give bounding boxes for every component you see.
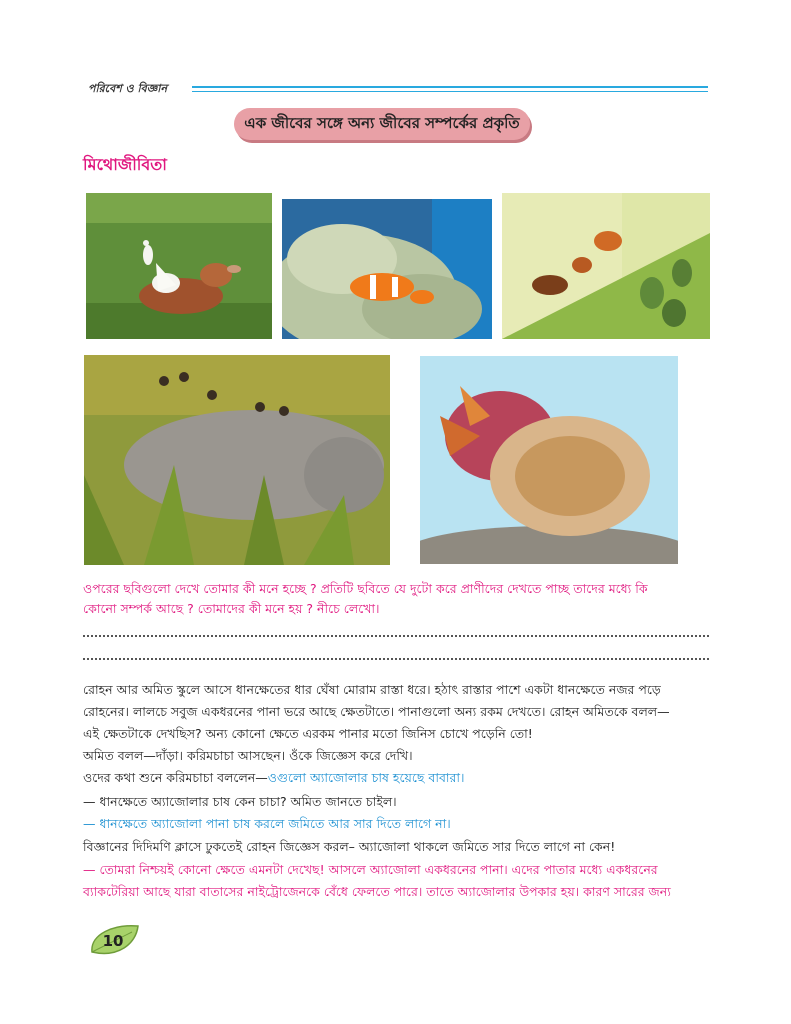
header-rule (192, 86, 708, 88)
story-line-8: বিজ্ঞানের দিদিমণি ক্লাসে ঢুকতেই রোহন জিজ্ঞেস করল– অ্যাজোলা থাকলে জমিতে সার দিতে লাগে না কেন! (83, 839, 616, 854)
story-line-4: অমিত বলল—দাঁড়া। করিমচাচা আসছেন। ওঁকে জিজ্ঞেস করে দেখি। (83, 748, 413, 763)
photo-hermit-crab-anemone (420, 356, 678, 564)
story-line-6: — ধানক্ষেতে অ্যাজোলার চাষ কেন চাচা? অমিত জানতে চাইল। (83, 794, 397, 809)
answer-line-2 (83, 658, 709, 660)
book-label: পরিবেশ ও বিজ্ঞান (88, 82, 168, 95)
story-line-5-a: ওদের কথা শুনে করিমচাচা বললেন— (83, 770, 268, 785)
answer-line-1 (83, 635, 709, 637)
photo-egret-cow (86, 193, 272, 339)
question-line-1: ওপরের ছবিগুলো দেখে তোমার কী মনে হচ্ছে ? প্রতিটি ছবিতে যে দুটো করে প্রাণীদের দেখতে পাচ্ছ তাদের মধ্যে কি (83, 581, 648, 596)
photo-clownfish-anemone (282, 199, 492, 339)
story-line-2: রোহনের। লালচে সবুজ একধরনের পানা ভরে আছে ক্ষেতটাতে। পানাগুলো অন্য রকম দেখতে। রোহন অমিতকে বলল— (83, 704, 670, 719)
photo-birds-rhino (84, 355, 390, 565)
question-line-2: কোনো সম্পর্ক আছে ? তোমাদের কী মনে হয় ? নীচে লেখো। (83, 601, 380, 616)
story-line-7: — ধানক্ষেতে অ্যাজোলা পানা চাষ করলে জমিতে আর সার দিতে লাগে না। (83, 816, 451, 831)
story-line-1: রোহন আর অমিত স্কুলে আসে ধানক্ষেতের ধার ঘেঁষা মোরাম রাস্তা ধরে। হঠাৎ রাস্তার পাশে একটা ধানক্ষেতে নজর পড়ে (83, 682, 661, 697)
story-line-5-b: ওগুলো অ্যাজোলার চাষ হয়েছে বাবারা। (267, 770, 465, 785)
page-number: 10 (102, 932, 124, 950)
section-title: মিথোজীবিতা (83, 155, 167, 174)
story-line-3: এই ক্ষেতটাকে দেখছিস? অন্য কোনো ক্ষেতে এরকম পানার মতো জিনিস চোখে পড়েনি তো! (83, 726, 533, 741)
story-line-10: ব্যাকটেরিয়া আছে যারা বাতাসের নাইট্রোজেনকে বেঁধে ফেলতে পারে। তাতে অ্যাজোলার উপকার হয়। কারণ সারের জন্য (83, 884, 671, 899)
story-line-5 (83, 768, 713, 787)
topic-banner (234, 108, 530, 140)
story-line-9: — তোমরা নিশ্চয়ই কোনো ক্ষেতে এমনটা দেখেছ! আসলে অ্যাজোলা একধরনের পানা। এদের পাতার মধ্যে একধরনের (83, 862, 658, 877)
photo-ant-aphids (502, 193, 710, 339)
header-rule-thin (192, 91, 708, 92)
topic-title: এক জীবের সঙ্গে অন্য জীবের সম্পর্কের প্রকৃতি (244, 113, 520, 132)
